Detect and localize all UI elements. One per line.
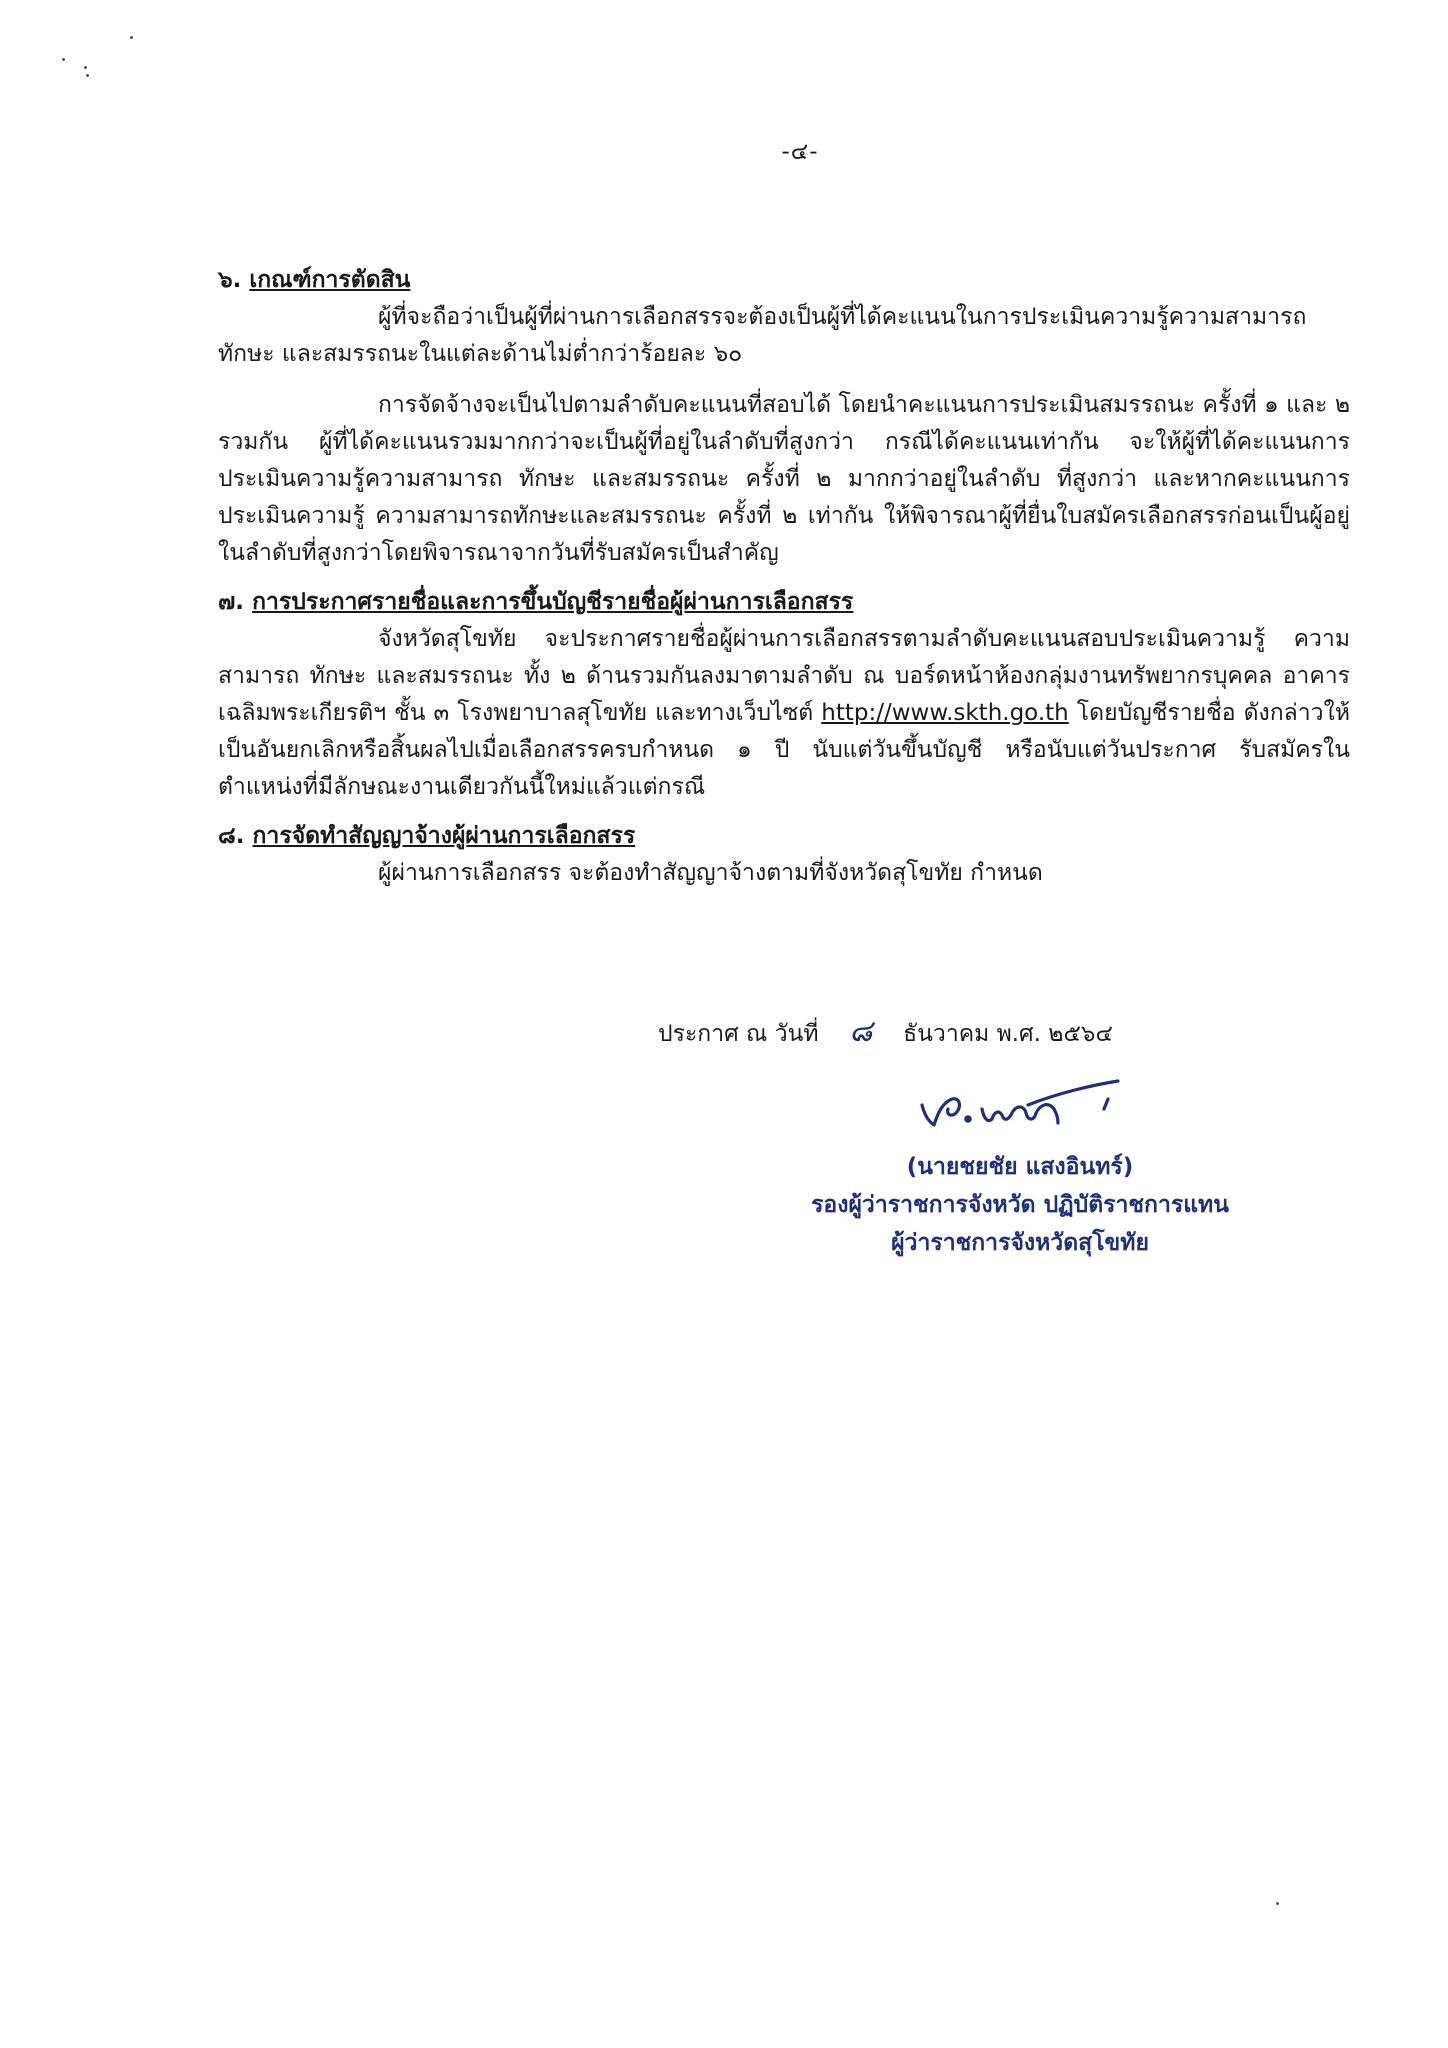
section-7-paragraph [218,621,1350,806]
section-8-heading [218,818,1350,855]
paragraph-text: จังหวัดสุโขทัย จะประกาศรายชื่อผู้ผ่านการเลือกสรรตามลำดับคะแนนสอบประเมินความรู้ ความสามารถ ทักษะ และสมรรถนะ ทั้ง ๒ ด้านรวมกันลงมาตามลำดับ ณ บอร์ดหน้าห้องกลุ่มงานทรัพยากรบุคคล อาคารเฉลิมพระเกียรติฯ ชั้น ๓ โรงพยาบาลสุโขทัย และทางเว็บไซต์ [218,626,1350,726]
announcement-suffix: ธันวาคม พ.ศ. ๒๕๖๔ [903,1021,1113,1047]
website-link[interactable]: http://www.skth.go.th [821,700,1069,726]
announcement-prefix: ประกาศ ณ วันที่ [658,1021,819,1047]
scan-speck [1276,1902,1279,1905]
section-number: ๖. [218,267,242,293]
section-number: ๘. [218,823,245,849]
signatory-title: รองผู้ว่าราชการจังหวัด ปฏิบัติราชการแทน [811,1192,1229,1218]
scan-speck [62,58,65,61]
section-7-heading [218,584,1350,621]
section-title: การจัดทำสัญญาจ้างผู้ผ่านการเลือกสรร [252,823,636,849]
page-number: -๔- [781,139,819,165]
section-6-paragraph-2: การจัดจ้างจะเป็นไปตามลำดับคะแนนที่สอบได้ โดยนำคะแนนการประเมินสมรรถนะ ครั้งที่ ๑ และ ๒ รวมกัน ผู้ที่ได้คะแนนรวมมากกว่าจะเป็นผู้ที่อยู่ในลำดับที่สูงกว่า กรณีได้คะแนนเท่ากัน จะให้ผู้ที่ได้คะแนนการประเมินความรู้ความสามารถ ทักษะ และสมรรถนะ ครั้งที่ ๒ มากกว่าอยู่ในลำดับ ที่สูงกว่า และหากคะแนนการประเมินความรู้ ความสามารถทักษะและสมรรถนะ ครั้งที่ ๒ เท่ากัน ให้พิจารณาผู้ที่ยื่นใบสมัครเลือกสรรก่อนเป็นผู้อยู่ในลำดับที่สูงกว่าโดยพิจารณาจากวันที่รับสมัครเป็นสำคัญ [218,392,1350,566]
paragraph-text: โดยบัญชีรายชื่อ ดังกล่าวให้เป็นอันยกเลิกหรือสิ้นผลไปเมื่อเลือกสรรครบกำหนด ๑ ปี นับแต่วันขึ้นบัญชี หรือนับแต่วันประกาศ รับสมัครในตำแหน่งที่มีลักษณะงานเดียวกันนี้ใหม่แล้วแต่กรณี [218,700,1350,800]
section-title: การประกาศรายชื่อและการขึ้นบัญชีรายชื่อผู้ผ่านการเลือกสรร [252,589,854,615]
scan-speck [86,74,89,77]
handwritten-signature [908,1075,1128,1145]
document-body [218,262,1350,892]
signatory-title-line2: ผู้ว่าราชการจังหวัดสุโขทัย [891,1230,1149,1256]
section-8-paragraph: ผู้ผ่านการเลือกสรร จะต้องทำสัญญาจ้างตามที่จังหวัดสุโขทัย กำหนด [378,860,1043,886]
scan-speck [84,66,87,69]
section-6-heading [218,262,1350,299]
signatory-block [740,1148,1300,1262]
section-number: ๗. [218,589,245,615]
signatory-name: (นายชยชัย แสงอินทร์) [906,1154,1134,1180]
scan-speck [130,36,133,39]
section-title: เกณฑ์การตัดสิน [249,267,411,293]
announcement-day: ๘ [849,1014,873,1049]
section-6-paragraph-1: ผู้ที่จะถือว่าเป็นผู้ที่ผ่านการเลือกสรรจะต้องเป็นผู้ที่ได้คะแนนในการประเมินความรู้ความสามารถ ทักษะ และสมรรถนะในแต่ละด้านไม่ต่ำกว่าร้อยละ ๖๐ [218,304,1307,367]
announcement-date [658,1008,1113,1055]
